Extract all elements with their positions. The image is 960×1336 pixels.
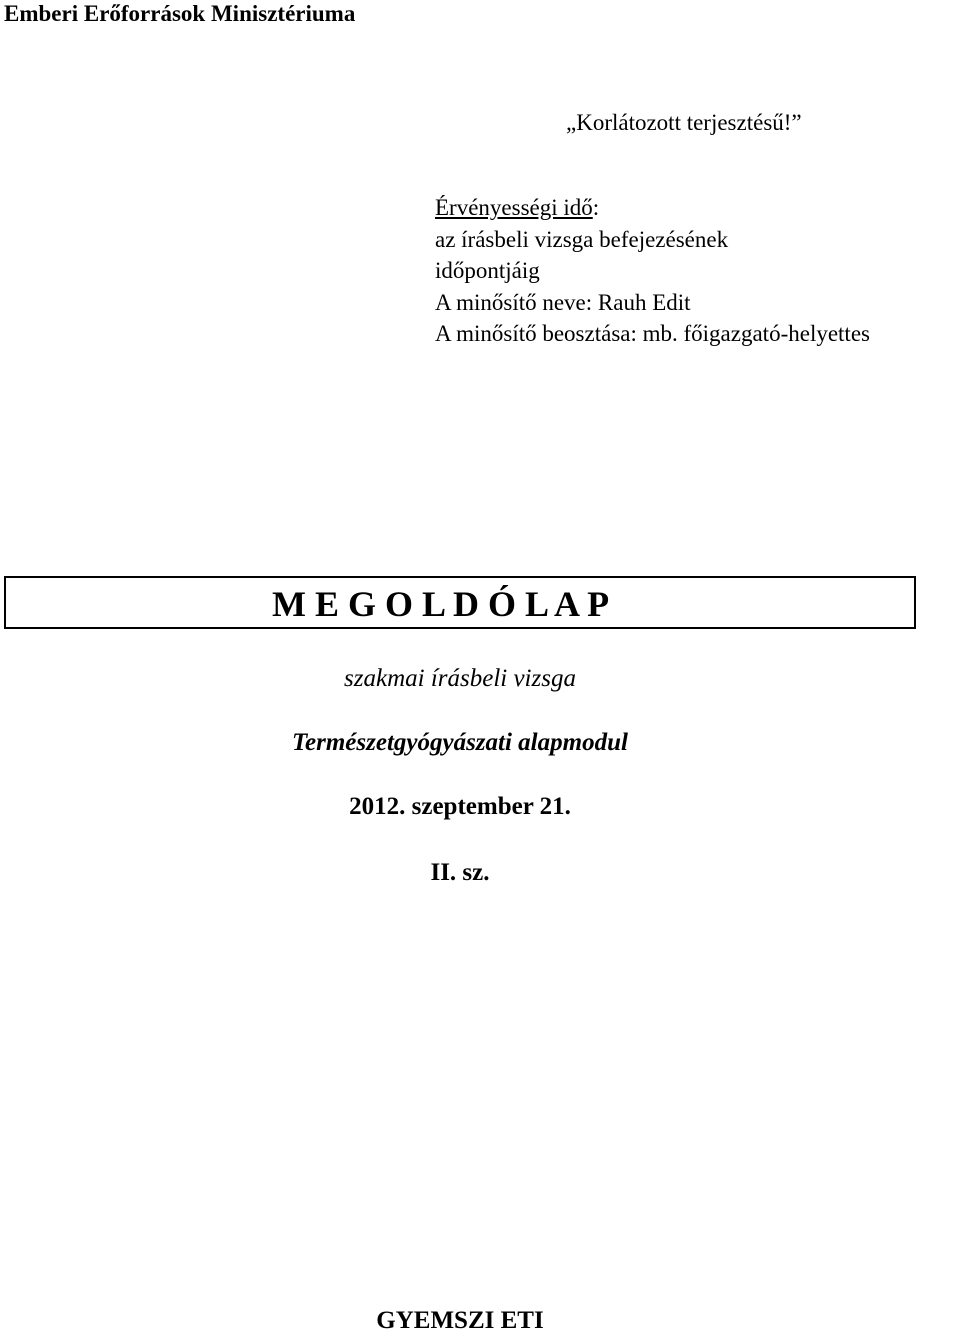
validity-line-1: az írásbeli vizsga befejezésének	[435, 226, 729, 252]
qualifier-name: A minősítő neve: Rauh Edit	[435, 289, 691, 315]
exam-subtitle: szakmai írásbeli vizsga	[344, 665, 576, 692]
exam-date: 2012. szeptember 21.	[349, 793, 571, 820]
validity-label-line	[435, 192, 870, 224]
series-number: II. sz.	[430, 859, 490, 886]
footer-org: GYEMSZI ETI	[376, 1307, 544, 1334]
validity-label: Érvényességi idő	[435, 195, 593, 220]
qualifier-position: A minősítő beosztása: mb. főigazgató-helyettes	[435, 321, 870, 346]
classification-notice: „Korlátozott terjesztésű!”	[566, 110, 802, 135]
ministry-name: Emberi Erőforrások Minisztériuma	[4, 1, 356, 26]
module-name: Természetgyógyászati alapmodul	[292, 729, 628, 756]
page-title: M E G O L D Ó L A P	[272, 584, 610, 624]
title-box	[4, 576, 916, 629]
validity-block	[435, 192, 870, 350]
validity-label-suffix: :	[592, 195, 600, 220]
validity-line-2: időpontjáig	[435, 258, 540, 283]
